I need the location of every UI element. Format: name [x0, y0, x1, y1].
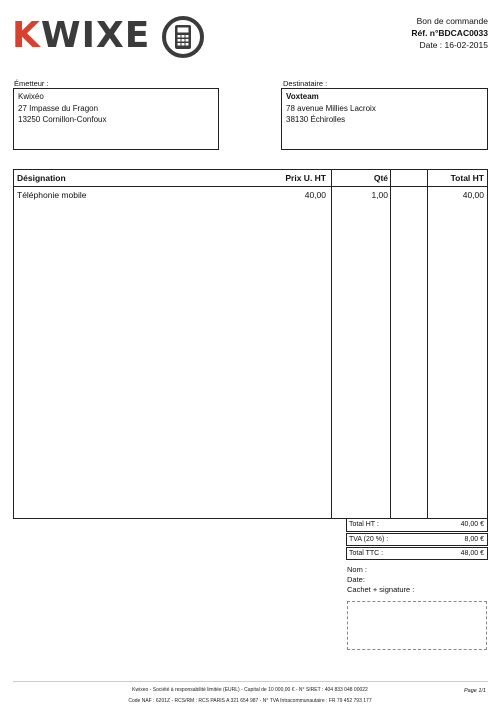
signature-stamp-label: Cachet + signature : [347, 585, 415, 594]
logo-letter-k: K [12, 15, 41, 56]
document-header [318, 15, 488, 51]
row-unit-price: 40,00 [304, 190, 326, 200]
header-quantity: Qté [373, 173, 388, 183]
recipient-address-line1: 78 avenue Millies Lacroix [286, 103, 376, 113]
header-unit-price: Prix U. HT [285, 173, 326, 183]
signature-fields [347, 565, 414, 595]
row-designation: Téléphonie mobile [17, 190, 87, 200]
document-reference: Réf. n°BDCAC0033 [411, 28, 488, 38]
total-ht-row [346, 519, 488, 532]
logo-wordmark [12, 14, 150, 58]
total-ttc-row [346, 547, 488, 560]
issuer-box [13, 88, 219, 150]
calculator-icon [162, 16, 204, 58]
tva-value: 8,00 € [464, 536, 484, 543]
items-table [13, 169, 488, 519]
tva-label: TVA (20 %) : [349, 536, 389, 543]
table-header [14, 170, 487, 187]
recipient-name: Voxteam [286, 92, 319, 101]
company-logo [12, 12, 212, 62]
page-number: Page 1/1 [463, 688, 486, 694]
document-type: Bon de commande [416, 16, 488, 26]
row-total: 40,00 [462, 190, 484, 200]
document-date: Date : 16-02-2015 [419, 40, 488, 50]
totals-block [346, 519, 488, 560]
signature-date-label: Date: [347, 575, 365, 584]
column-divider [390, 170, 391, 518]
total-ht-value: 40,00 € [460, 521, 484, 528]
footer-divider [13, 681, 488, 682]
issuer-address-line2: 13250 Cornillon-Confoux [18, 115, 107, 124]
signature-box [347, 601, 487, 650]
footer-line1: Kwixeo - Société à responsabilité limitée (EURL) - Capital de 10 000,00 € - N° SIRET : 404 833 048 00022 [132, 687, 368, 693]
header-designation: Désignation [17, 173, 66, 183]
issuer-address-line1: 27 Impasse du Fragon [18, 103, 99, 113]
row-quantity: 1,00 [371, 190, 388, 200]
footer-line2: Code NAF : 6201Z - RCS/RM : RCS PARIS A 321 654 987 - N° TVA Intracommunautaire : FR 79 452 793 177 [128, 698, 372, 704]
issuer-name: Kwixéo [18, 92, 44, 101]
total-ht-label: Total HT : [349, 521, 379, 528]
column-divider [427, 170, 428, 518]
total-ttc-label: Total TTC : [349, 550, 384, 557]
issuer-label: Émetteur : [14, 79, 49, 88]
header-total: Total HT [450, 173, 484, 183]
footer-legal [60, 685, 440, 707]
signature-name-label: Nom : [347, 565, 368, 574]
total-ttc-value: 48,00 € [460, 550, 484, 557]
recipient-address-line2: 38130 Échirolles [286, 115, 346, 124]
column-divider [331, 170, 332, 518]
recipient-label: Destinataire : [283, 79, 328, 88]
logo-letters: WIXE [40, 15, 151, 56]
recipient-box [281, 88, 488, 150]
tva-row [346, 533, 488, 546]
